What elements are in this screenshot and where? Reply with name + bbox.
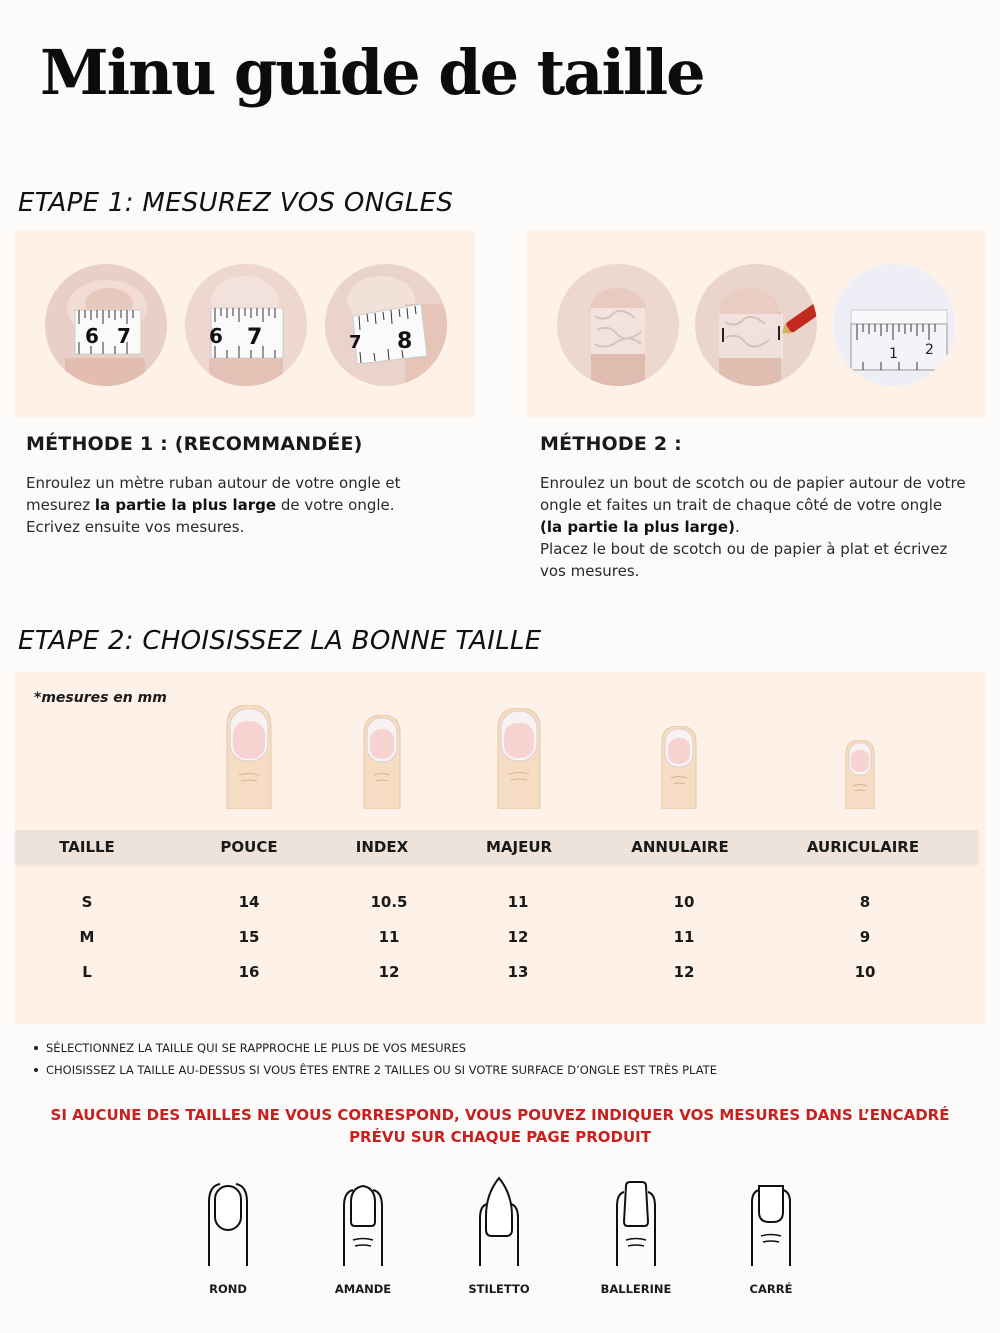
- pinky-finger-illustration: [844, 740, 876, 809]
- method1-text: mesurez: [26, 496, 95, 514]
- table-cell: M: [79, 928, 95, 946]
- table-cell: 10: [854, 963, 876, 981]
- ruler-number: 2: [925, 342, 934, 358]
- table-cell: 12: [378, 963, 400, 981]
- method1-text: de votre ongle.: [276, 496, 395, 514]
- table-cell: 12: [673, 963, 695, 981]
- notice-line: PRÉVU SUR CHAQUE PAGE PRODUIT: [349, 1128, 651, 1146]
- tape-number: 6: [209, 324, 223, 348]
- table-cell: L: [82, 963, 92, 981]
- thumb-finger-illustration: [225, 705, 273, 809]
- tape-number: 6: [85, 324, 99, 348]
- method2-line: [540, 516, 980, 538]
- table-cell: 8: [859, 893, 871, 911]
- column-header-index: INDEX: [355, 838, 409, 856]
- table-cell: 11: [673, 928, 695, 946]
- page-title: Minu guide de taille: [40, 36, 704, 109]
- tape-measure-photo-1: [45, 264, 167, 386]
- column-header-annulaire: ANNULAIRE: [631, 838, 729, 856]
- method1-bold-text: la partie la plus large: [94, 496, 277, 514]
- custom-size-notice: [0, 1104, 1000, 1148]
- sizing-tips-list: [34, 1037, 717, 1081]
- table-cell: 11: [378, 928, 400, 946]
- table-cell: 11: [507, 893, 529, 911]
- table-cell: 10: [673, 893, 695, 911]
- column-header-pouce: POUCE: [220, 838, 278, 856]
- notice-line: SI AUCUNE DES TAILLES NE VOUS CORRESPOND, VOUS POUVEZ INDIQUER VOS MESURES DANS L’ENCADRÉ: [50, 1106, 950, 1124]
- table-cell: 13: [507, 963, 529, 981]
- column-header-majeur: MAJEUR: [485, 838, 553, 856]
- column-header-taille: TAILLE: [59, 838, 115, 856]
- stiletto-nail-shape-icon: [469, 1176, 529, 1266]
- ruler-photo: [833, 264, 955, 386]
- method2-title: MÉTHODE 2 :: [540, 433, 682, 455]
- table-cell: 16: [238, 963, 260, 981]
- tape-number: 7: [117, 324, 131, 348]
- scotch-mark-photo: [695, 264, 817, 386]
- tape-number: 8: [397, 329, 413, 354]
- table-cell: S: [81, 893, 93, 911]
- table-cell: 10.5: [370, 893, 408, 911]
- method1-line: Enroulez un mètre ruban autour de votre ongle et: [26, 474, 401, 492]
- tape-number: 7: [349, 332, 362, 353]
- table-cell: 9: [859, 928, 871, 946]
- units-note: *mesures en mm: [34, 690, 167, 706]
- ring-finger-illustration: [660, 726, 698, 809]
- table-cell: 14: [238, 893, 260, 911]
- index-finger-illustration: [362, 715, 402, 809]
- table-cell: 12: [507, 928, 529, 946]
- middle-finger-illustration: [496, 708, 542, 809]
- tape-number: 7: [247, 325, 263, 350]
- shape-label-amande: AMANDE: [334, 1282, 392, 1296]
- method1-description: [26, 472, 466, 538]
- method2-line: ongle et faites un trait de chaque côté de votre ongle: [540, 496, 943, 514]
- method2-line: Placez le bout de scotch ou de papier à plat et écrivez: [540, 540, 948, 558]
- list-item: SÉLECTIONNEZ LA TAILLE QUI SE RAPPROCHE LE PLUS DE VOS MESURES: [34, 1037, 717, 1059]
- step1-heading: ETAPE 1: MESUREZ VOS ONGLES: [18, 188, 454, 218]
- method2-text: .: [734, 518, 740, 536]
- method2-bold-text: (la partie la plus large): [540, 518, 735, 536]
- shape-label-rond: ROND: [209, 1282, 247, 1296]
- method1-photo-panel: [15, 231, 475, 417]
- list-item: CHOISISSEZ LA TAILLE AU-DESSUS SI VOUS ÊTES ENTRE 2 TAILLES OU SI VOTRE SURFACE D’ONGLE EST TRÈS PLATE: [34, 1059, 717, 1081]
- scotch-wrap-photo: [557, 264, 679, 386]
- method1-line: [26, 494, 466, 516]
- shape-label-carre: CARRÉ: [749, 1282, 793, 1296]
- tape-measure-photo-2: [185, 264, 307, 386]
- method2-photo-panel: [527, 231, 985, 417]
- method2-description: [540, 472, 980, 582]
- shape-label-ballerine: BALLERINE: [600, 1282, 672, 1296]
- method2-line: vos mesures.: [540, 562, 640, 580]
- shape-label-stiletto: STILETTO: [468, 1282, 530, 1296]
- ballerina-nail-shape-icon: [606, 1176, 666, 1266]
- square-nail-shape-icon: [741, 1176, 801, 1266]
- method2-line: Enroulez un bout de scotch ou de papier autour de votre: [540, 474, 966, 492]
- tape-measure-photo-3: [325, 264, 447, 386]
- ruler-number: 1: [889, 346, 898, 362]
- column-header-auriculaire: AURICULAIRE: [806, 838, 920, 856]
- method1-title: MÉTHODE 1 : (RECOMMANDÉE): [26, 433, 363, 455]
- almond-nail-shape-icon: [333, 1176, 393, 1266]
- round-nail-shape-icon: [198, 1176, 258, 1266]
- step2-heading: ETAPE 2: CHOISISSEZ LA BONNE TAILLE: [18, 626, 542, 656]
- method1-line: Ecrivez ensuite vos mesures.: [26, 518, 245, 536]
- table-cell: 15: [238, 928, 260, 946]
